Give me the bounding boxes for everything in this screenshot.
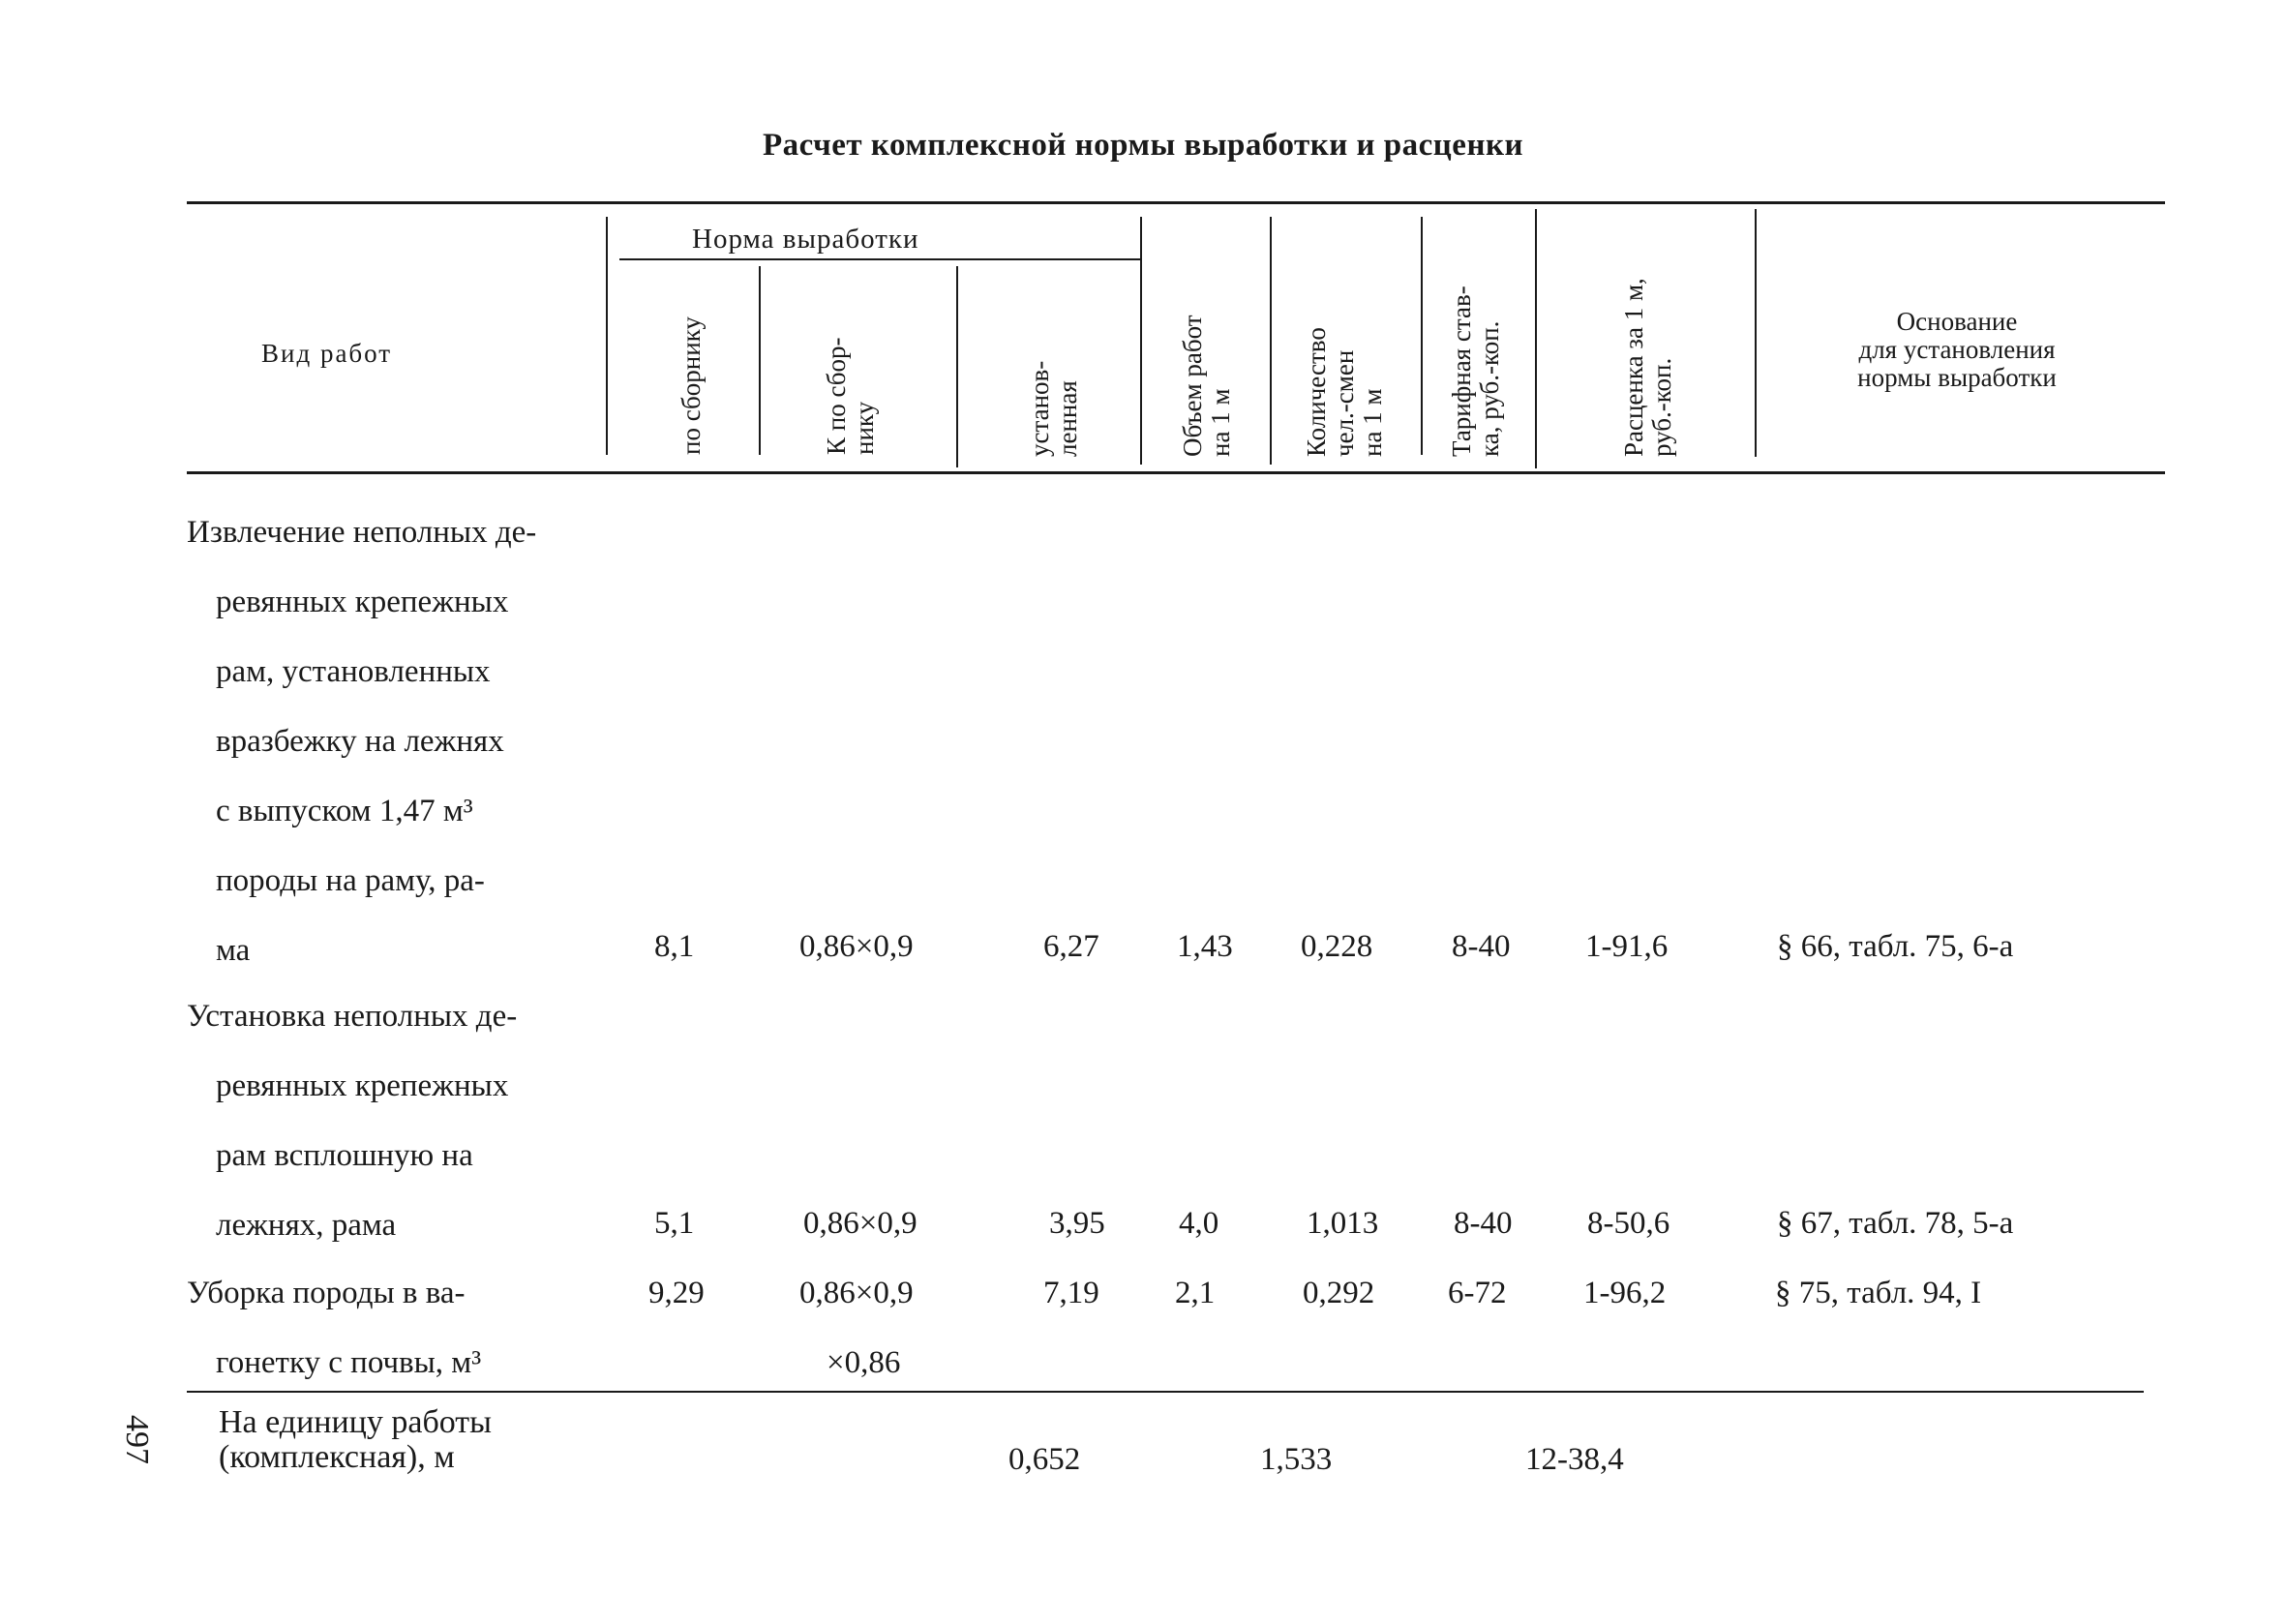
header-divider-6 — [1421, 217, 1423, 455]
header-tarifnaya: Тарифная став- ка, руб.-коп. — [1447, 286, 1504, 457]
row-3-desc-line: Уборка породы в ва- — [187, 1276, 466, 1310]
header-divider-7 — [1535, 209, 1537, 468]
row-1-kolichestvo: 0,228 — [1301, 929, 1373, 964]
row-1-desc-line: ревянных крепежных — [216, 585, 509, 619]
row-2-ustanovlennaya: 3,95 — [1049, 1206, 1105, 1241]
row-3-kolichestvo: 0,292 — [1303, 1276, 1375, 1310]
header-divider-2 — [759, 266, 761, 455]
row-2-desc-line: Установка неполных де- — [187, 999, 518, 1034]
row-1-po-sborniku: 8,1 — [654, 929, 695, 964]
header-ustanovlennaya: установ- ленная — [1025, 360, 1082, 457]
header-kolichestvo: Количество чел.-смен на 1 м — [1302, 327, 1387, 457]
header-obem-rabot: Объем работ на 1 м — [1178, 315, 1235, 457]
table-top-rule — [187, 201, 2165, 204]
header-divider-4 — [1140, 217, 1142, 465]
header-bottom-rule — [187, 471, 2165, 474]
norma-sub-rule — [619, 258, 1142, 260]
row-1-rascenka: 1-91,6 — [1585, 929, 1669, 964]
header-po-sborniku: по сборнику — [677, 316, 706, 455]
row-2-desc-line: лежнях, рама — [216, 1208, 397, 1243]
page-number: 497 — [119, 1415, 155, 1464]
row-2-description — [187, 981, 599, 1260]
row-3-osnovanie: § 75, табл. 94, I — [1775, 1276, 1982, 1310]
row-2-tarif: 8-40 — [1454, 1206, 1513, 1241]
row-3-k: 0,86×0,9 — [799, 1276, 914, 1310]
row-1-ustanovlennaya: 6,27 — [1043, 929, 1099, 964]
row-2-desc-line: ревянных крепежных — [216, 1068, 509, 1103]
row-1-obem: 1,43 — [1177, 929, 1233, 964]
total-ustanovlennaya: 0,652 — [1008, 1442, 1081, 1477]
row-1-desc-line: Извлечение неполных де- — [187, 515, 537, 550]
row-3-po-sborniku: 9,29 — [648, 1276, 705, 1310]
row-1-desc-line: породы на раму, ра- — [216, 863, 485, 898]
page-title: Расчет комплексной нормы выработки и расценки — [763, 128, 1523, 163]
header-rascenka: Расценка за 1 м, руб.-коп. — [1619, 278, 1676, 457]
row-2-obem: 4,0 — [1179, 1206, 1219, 1241]
row-2-osnovanie: § 67, табл. 78, 5-а — [1777, 1206, 2014, 1241]
row-1-desc-line: рам, установленных — [216, 654, 491, 689]
header-divider-5 — [1270, 217, 1272, 465]
row-1-osnovanie: § 66, табл. 75, 6-а — [1777, 929, 2014, 964]
total-rascenka: 12-38,4 — [1525, 1442, 1624, 1477]
row-3-ustanovlennaya: 7,19 — [1043, 1276, 1099, 1310]
row-3-description — [187, 1258, 599, 1398]
row-1-desc-line: с выпуском 1,47 м³ — [216, 794, 473, 828]
header-osnovanie: Основание для установления нормы выработки — [1857, 307, 2057, 392]
row-3-obem: 2,1 — [1175, 1276, 1216, 1310]
row-1-desc-line: вразбежку на лежнях — [216, 724, 504, 759]
header-k-po-sborniku: К по сбор- нику — [822, 337, 879, 455]
row-2-desc-line: рам всплошную на — [216, 1138, 473, 1173]
row-3-desc-line: гонетку с почвы, м³ — [216, 1345, 482, 1380]
row-2-kolichestvo: 1,013 — [1307, 1206, 1379, 1241]
row-1-tarif: 8-40 — [1452, 929, 1511, 964]
row-1-desc-line: ма — [216, 933, 251, 968]
row-1-description — [187, 497, 599, 985]
total-label: На единицу работы (комплексная), м — [219, 1404, 493, 1475]
row-3-k2: ×0,86 — [827, 1345, 901, 1380]
header-divider-3 — [956, 266, 958, 467]
row-3-tarif: 6-72 — [1448, 1276, 1507, 1310]
header-divider-1 — [606, 217, 608, 455]
row-2-k: 0,86×0,9 — [803, 1206, 917, 1241]
total-kolichestvo: 1,533 — [1260, 1442, 1333, 1477]
header-vid-rabot: Вид работ — [261, 339, 393, 368]
row-2-rascenka: 8-50,6 — [1587, 1206, 1670, 1241]
row-1-k: 0,86×0,9 — [799, 929, 914, 964]
header-norma-vyrabotki: Норма выработки — [692, 224, 919, 255]
header-divider-8 — [1755, 209, 1757, 457]
row-2-po-sborniku: 5,1 — [654, 1206, 695, 1241]
row-3-rascenka: 1-96,2 — [1583, 1276, 1667, 1310]
